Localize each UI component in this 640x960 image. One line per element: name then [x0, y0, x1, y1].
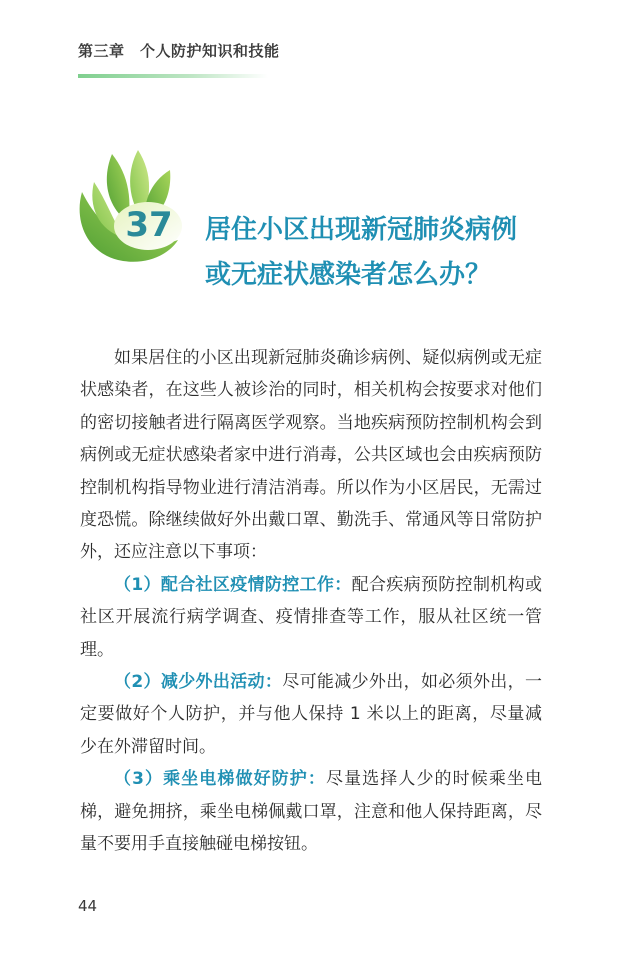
body-text — [80, 342, 542, 861]
item-text: 尽可能减少外出，如必须外出，一定要做好个人防护，并与他人保持 1 米以上的距离，尽量减少在外滞留时间。 — [80, 672, 542, 757]
item-text: 配合疾病预防控制机构或社区开展流行病学调查、疫情排查等工作，服从社区统一管理。 — [80, 574, 543, 660]
chapter-header: 第三章 个人防护知识和技能 — [78, 42, 280, 60]
item-heading: （3）乘坐电梯做好防护： — [114, 769, 326, 790]
intro-paragraph: 如果居住的小区出现新冠肺炎确诊病例、疑似病例或无症状感染者，在这些人被诊治的同时，相关机构会按要求对他们的密切接触者进行隔离医学观察。当地疾病预防控制机构会到病例或无症状感染者家中进行消毒，公共区域也会由疾病预防控制机构指导物业进行清洁消毒。所以作为小区居民，无需过度恐慌。除继续做好外出戴口罩、勤洗手、常通风等日常防护外，还应注意以下事项： — [80, 348, 542, 563]
item-heading: （1）配合社区疫情防控工作： — [114, 574, 352, 595]
section-title-line-2: 或无症状感染者怎么办？ — [205, 260, 492, 290]
list-item — [80, 569, 542, 666]
item-heading: （2）减少外出活动： — [114, 672, 283, 693]
page-number: 44 — [78, 897, 98, 915]
section-number: 37 — [125, 205, 173, 245]
item-text: 尽量选择人少的时候乘坐电梯，避免拥挤，乘坐电梯佩戴口罩，注意和他人保持距离，尽量不要用手直接触碰电梯按钮。 — [80, 769, 543, 855]
section-title-line-1: 居住小区出现新冠肺炎病例 — [205, 215, 518, 245]
header-divider — [78, 74, 268, 78]
section-title — [205, 208, 605, 298]
list-item — [80, 666, 542, 763]
list-item — [80, 763, 542, 860]
